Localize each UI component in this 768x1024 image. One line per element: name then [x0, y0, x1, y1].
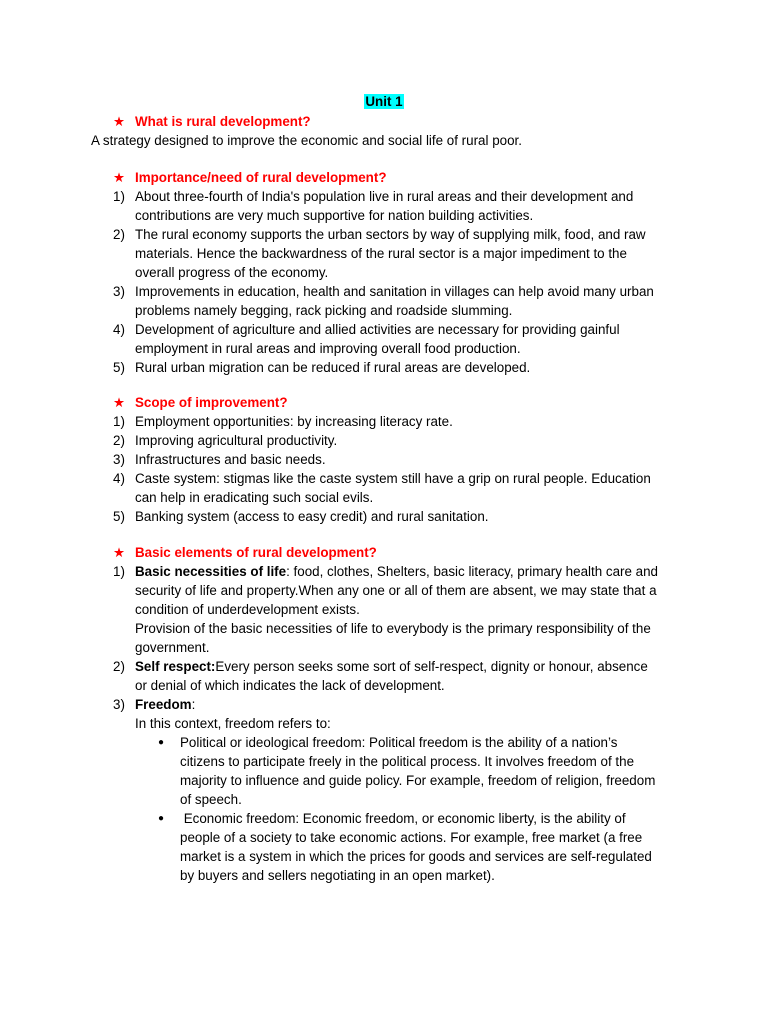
list-number: 1) — [113, 564, 125, 579]
list-line: About three-fourth of India's population live in rural areas and their development and — [135, 189, 634, 204]
list-item — [113, 695, 683, 885]
list-item — [113, 469, 683, 507]
list-item — [113, 450, 683, 469]
list-line — [135, 562, 683, 581]
star-icon: ★ — [113, 170, 126, 185]
term-description: : food, clothes, Shelters, basic literacy, primary health care and — [286, 564, 658, 579]
list-item — [113, 412, 683, 431]
term-description: Every person seeks some sort of self-respect, dignity or honour, absence — [215, 659, 648, 674]
list-item — [113, 507, 683, 526]
bullet-line: citizens to participate freely in the political process. It involves freedom of the — [180, 754, 635, 769]
list-line: Caste system: stigmas like the caste system still have a grip on rural people. Education — [135, 471, 651, 486]
list-line: condition of underdevelopment exists. — [135, 602, 360, 617]
list-line: In this context, freedom refers to: — [135, 716, 331, 731]
list-line: materials. Hence the backwardness of the rural sector is a major impediment to the — [135, 246, 627, 261]
heading-text: Basic elements of rural development? — [135, 545, 377, 560]
list-item — [113, 562, 683, 657]
list-line: overall progress of the economy. — [135, 265, 329, 280]
list-line: Rural urban migration can be reduced if rural areas are developed. — [135, 360, 531, 375]
scope-list — [113, 412, 683, 526]
bold-term: Basic necessities of life — [135, 564, 287, 579]
term-description: : — [191, 697, 196, 712]
list-number: 2) — [113, 227, 125, 242]
bullet-item — [135, 733, 683, 809]
list-line: Employment opportunities: by increasing literacy rate. — [135, 414, 453, 429]
basic-elements-list — [113, 562, 683, 885]
list-line: problems namely begging, rack picking and roadside slumming. — [135, 303, 513, 318]
list-line: Improvements in education, health and sanitation in villages can help avoid many urban — [135, 284, 654, 299]
list-number: 5) — [113, 509, 125, 524]
bullet-line: of speech. — [180, 792, 242, 807]
bullet-line: Political or ideological freedom: Political freedom is the ability of a nation’s — [180, 735, 618, 750]
list-item — [113, 657, 683, 695]
heading-basic-elements — [113, 543, 377, 562]
list-line: contributions are very much supportive for nation building activities. — [135, 208, 534, 223]
heading-text: Importance/need of rural development? — [135, 170, 387, 185]
list-number: 4) — [113, 471, 125, 486]
bullet-dot-icon: ● — [158, 737, 165, 748]
list-number: 3) — [113, 452, 125, 467]
bold-term: Freedom — [135, 697, 192, 712]
bullet-line: majority to influence and guide policy. For example, freedom of religion, freedom — [180, 773, 656, 788]
heading-text: Scope of improvement? — [135, 395, 288, 410]
list-line — [135, 695, 683, 714]
title-highlight: Unit 1 — [365, 94, 403, 109]
list-line — [135, 657, 683, 676]
list-number: 3) — [113, 697, 125, 712]
list-line: Infrastructures and basic needs. — [135, 452, 326, 467]
list-number: 5) — [113, 360, 125, 375]
list-number: 1) — [113, 189, 125, 204]
freedom-bullets — [135, 733, 683, 885]
bullet-line: market is a system in which the prices for goods and services are self-regulated — [180, 849, 652, 864]
star-icon: ★ — [113, 395, 126, 410]
list-item — [113, 358, 683, 377]
heading-importance — [113, 168, 387, 187]
list-number: 2) — [113, 433, 125, 448]
bullet-item — [135, 809, 683, 885]
list-item — [113, 282, 683, 320]
list-item — [113, 187, 683, 225]
bullet-line: by buyers and sellers negotiating in an open market). — [180, 868, 495, 883]
list-line: Improving agricultural productivity. — [135, 433, 338, 448]
list-line: The rural economy supports the urban sectors by way of supplying milk, food, and raw — [135, 227, 646, 242]
list-line: Provision of the basic necessities of life to everybody is the primary responsibility of the — [135, 621, 651, 636]
page-title — [0, 93, 768, 110]
heading-what-is-rural-development — [113, 112, 311, 131]
heading-text: What is rural development? — [135, 114, 311, 129]
list-item — [113, 431, 683, 450]
list-line: Development of agriculture and allied activities are necessary for providing gainful — [135, 322, 620, 337]
heading-scope — [113, 393, 288, 412]
importance-list — [113, 187, 683, 377]
list-line: can help in eradicating such social evils. — [135, 490, 374, 505]
list-line: or denial of which indicates the lack of development. — [135, 678, 445, 693]
list-line: Banking system (access to easy credit) and rural sanitation. — [135, 509, 489, 524]
list-number: 2) — [113, 659, 125, 674]
list-item — [113, 225, 683, 282]
list-item — [113, 320, 683, 358]
bullet-line: people of a society to take economic actions. For example, free market (a free — [180, 830, 643, 845]
list-number: 1) — [113, 414, 125, 429]
bold-term: Self respect: — [135, 659, 216, 674]
definition-text: A strategy designed to improve the economic and social life of rural poor. — [91, 133, 522, 148]
star-icon: ★ — [113, 545, 126, 560]
bullet-dot-icon: ● — [158, 813, 165, 824]
list-number: 3) — [113, 284, 125, 299]
list-line: security of life and property.When any one or all of them are absent, we may state that a — [135, 583, 657, 598]
list-line: employment in rural areas and improving overall food production. — [135, 341, 521, 356]
star-icon: ★ — [113, 114, 126, 129]
list-number: 4) — [113, 322, 125, 337]
list-line: government. — [135, 640, 210, 655]
bullet-line: Economic freedom: Economic freedom, or economic liberty, is the ability of — [180, 811, 626, 826]
